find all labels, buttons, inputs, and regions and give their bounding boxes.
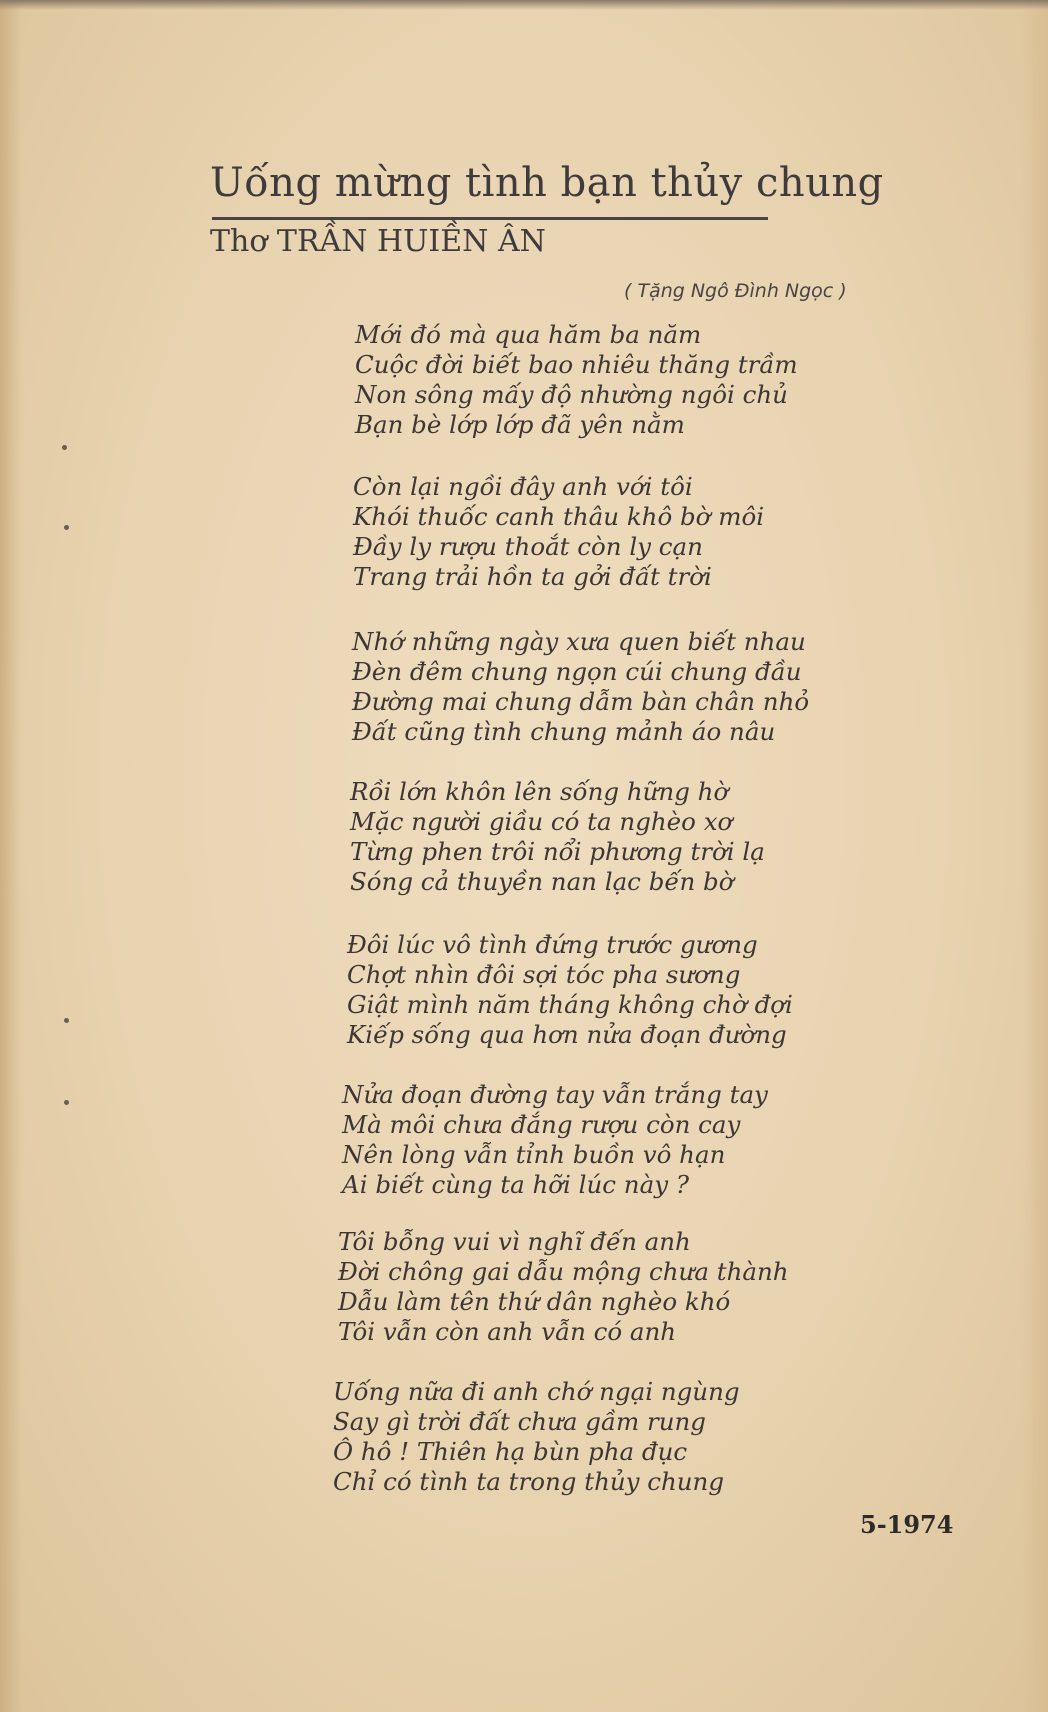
verse-line: Từng phen trôi nổi phương trời lạ (350, 837, 765, 866)
verse-line: Khói thuốc canh thâu khô bờ môi (353, 502, 765, 531)
verse-line: Ô hô ! Thiên hạ bùn pha đục (333, 1437, 688, 1466)
verse-line: Đường mai chung dẫm bàn chân nhỏ (352, 687, 810, 716)
page-edge-shadow-left (0, 0, 22, 1712)
verse-line: Đời chông gai dẫu mộng chưa thành (338, 1257, 789, 1286)
paper-speck (62, 445, 67, 450)
verse-line: Say gì trời đất chưa gầm rung (333, 1407, 706, 1436)
verse-line: Đầy ly rượu thoắt còn ly cạn (353, 532, 703, 561)
verse-line: Giật mình năm tháng không chờ đợi (347, 990, 793, 1019)
stanza-4 (350, 777, 765, 897)
verse-line: Nửa đoạn đường tay vẫn trắng tay (342, 1080, 768, 1109)
verse-line: Sóng cả thuyền nan lạc bến bờ (350, 867, 734, 896)
title-underline (212, 217, 768, 220)
verse-line: Nhớ những ngày xưa quen biết nhau (352, 627, 806, 656)
paper-speck (64, 525, 69, 530)
stanza-2 (353, 472, 764, 592)
verse-line: Trang trải hồn ta gởi đất trời (353, 562, 712, 591)
verse-line: Còn lại ngồi đây anh với tôi (353, 472, 693, 501)
paper-speck (64, 1018, 69, 1023)
stanza-5 (347, 930, 793, 1050)
verse-line: Đất cũng tình chung mảnh áo nâu (352, 717, 776, 746)
verse-line: Dẫu làm tên thứ dân nghèo khó (338, 1287, 731, 1316)
verse-line: Tôi bỗng vui vì nghĩ đến anh (338, 1227, 691, 1256)
verse-line: Ai biết cùng ta hỡi lúc này ? (342, 1170, 689, 1199)
verse-line: Tôi vẫn còn anh vẫn có anh (338, 1317, 677, 1346)
stanza-6 (342, 1080, 768, 1200)
verse-line: Non sông mấy độ nhường ngôi chủ (355, 380, 788, 409)
stanza-3 (352, 627, 809, 747)
poem-byline: Thơ TRẦN HUIỀN ÂN (210, 224, 546, 259)
page-edge-shadow-right (1022, 0, 1048, 1712)
verse-line: Đèn đêm chung ngọn cúi chung đầu (352, 657, 802, 686)
verse-line: Mới đó mà qua hăm ba năm (355, 320, 702, 349)
verse-line: Cuộc đời biết bao nhiêu thăng trầm (355, 350, 798, 379)
poem-date: 5-1974 (860, 1510, 954, 1539)
verse-line: Đôi lúc vô tình đứng trước gương (347, 930, 758, 959)
verse-line: Chỉ có tình ta trong thủy chung (333, 1467, 725, 1496)
verse-line: Mặc người giầu có ta nghèo xơ (350, 807, 733, 836)
verse-line: Uống nữa đi anh chớ ngại ngùng (333, 1377, 740, 1406)
verse-line: Bạn bè lớp lớp đã yên nằm (355, 410, 685, 439)
stanza-1 (355, 320, 798, 440)
verse-line: Kiếp sống qua hơn nửa đoạn đường (347, 1020, 787, 1049)
page-edge-shadow-top (0, 0, 1048, 10)
stanza-8 (333, 1377, 740, 1497)
verse-line: Rồi lớn khôn lên sống hững hờ (350, 777, 729, 806)
verse-line: Nên lòng vẫn tỉnh buồn vô hạn (342, 1140, 726, 1169)
verse-line: Chợt nhìn đôi sợi tóc pha sương (347, 960, 741, 989)
stanza-7 (338, 1227, 789, 1347)
poem-dedication: ( Tặng Ngô Đình Ngọc ) (624, 280, 847, 302)
poem-title: Uống mừng tình bạn thủy chung (210, 160, 884, 206)
paper-speck (64, 1100, 69, 1105)
verse-line: Mà môi chưa đắng rượu còn cay (342, 1110, 741, 1139)
